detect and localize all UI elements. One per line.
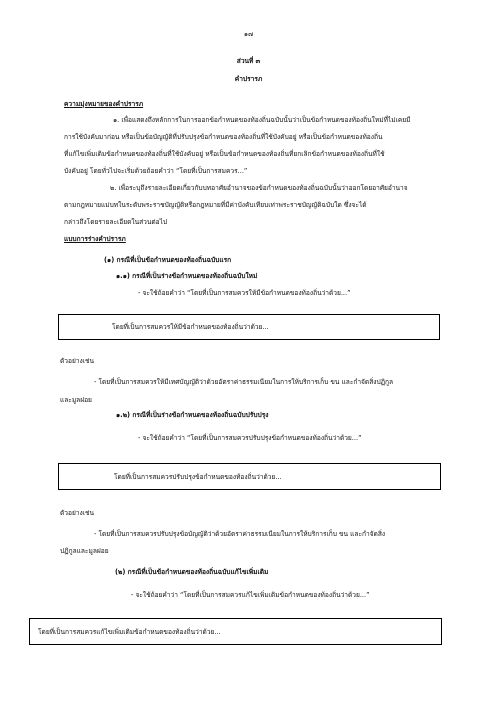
example-line: ปฏิกูลและมูลฝอย (60, 547, 109, 555)
bullet-wording: - จะใช้ถ้อยคำว่า “โดยที่เป็นการสมควรปรับปรุงข้อกำหนดของท้องถิ่นว่าด้วย...” (138, 434, 362, 442)
example-phrase: โดยที่เป็นการสมควรปรับปรุงข้อกำหนดของท้องถิ่นว่าด้วย... (114, 473, 282, 481)
example-phrase-box (29, 618, 442, 645)
paragraph-line: ที่แก้ไขเพิ่มเติมข้อกำหนดของท้องถิ่นที่ใช้บังคับอยู่ หรือเป็นข้อกำหนดของท้องถิ่นที่ยกเลิกข้อกำหนดของท้องถิ่นที่ใช้ (64, 150, 385, 158)
subheading-new-draft: ๑.๑) กรณีที่เป็นร่างข้อกำหนดของท้องถิ่นฉบับใหม่ (116, 272, 258, 280)
example-phrase: โดยที่เป็นการสมควรให้มีข้อกำหนดของท้องถิ่นว่าด้วย... (112, 323, 269, 331)
example-phrase-box (58, 314, 440, 340)
example-phrase: โดยที่เป็นการสมควรแก้ไขเพิ่มเติมข้อกำหนดของท้องถิ่นว่าด้วย... (38, 628, 221, 636)
part-title: คำปรารภ (234, 75, 263, 83)
subheading-amendment: (๒) กรณีที่เป็นข้อกำหนดของท้องถิ่นฉบับแก้ไขเพิ่มเติม (115, 568, 269, 576)
bullet-wording: - จะใช้ถ้อยคำว่า “โดยที่เป็นการสมควรแก้ไขเพิ่มเติมข้อกำหนดของท้องถิ่นว่าด้วย...” (131, 591, 370, 599)
subheading-revised-draft: ๑.๒) กรณีที่เป็นร่างข้อกำหนดของท้องถิ่นฉบับปรับปรุง (116, 411, 269, 419)
page-number: ๑๗ (243, 30, 254, 38)
example-line: และมูลฝอย (60, 396, 92, 404)
example-phrase-box (58, 463, 441, 490)
paragraph-line: ๒. เพื่อระบุถึงรายละเอียดเกี่ยวกับบทอาศัยอำนาจของข้อกำหนดของท้องถิ่นฉบับนั้นว่าออกโดยอาศัยอำนาจ (110, 184, 408, 192)
paragraph-line: กล่าวถึงโดยรายละเอียดในส่วนต่อไป (64, 218, 168, 226)
paragraph-line: ๑. เพื่อแสดงถึงหลักการในการออกข้อกำหนดของท้องถิ่นฉบับนั้นว่าเป็นข้อกำหนดของท้องถิ่นใหม่ที่ไม่เคยมี (113, 116, 411, 124)
section-heading-drafting: แบบการร่างคำปรารภ (64, 235, 126, 243)
paragraph-line: บังคับอยู่ โดยทั่วไปจะเริ่มด้วยถ้อยคำว่า “โดยที่เป็นการสมควร...” (64, 167, 248, 175)
example-line: - โดยที่เป็นการสมควรให้มีเทศบัญญัติว่าด้วยอัตราค่าธรรมเนียมในการให้บริการเก็บ ขน และกำจัดสิ่งปฏิกูล (94, 378, 394, 386)
example-label: ตัวอย่างเช่น (60, 357, 94, 365)
paragraph-line: ตามกฎหมายแม่บทในระดับพระราชบัญญัติหรือกฎหมายที่มีค่าบังคับเทียบเท่าพระราชบัญญัติฉบับใด ซึ่งจะได้ (64, 201, 367, 209)
section-heading-purpose: ความมุ่งหมายของคำปรารภ (64, 100, 144, 108)
example-label: ตัวอย่างเช่น (60, 509, 94, 517)
bullet-wording: - จะใช้ถ้อยคำว่า “โดยที่เป็นการสมควรให้มีข้อกำหนดของท้องถิ่นว่าด้วย...” (138, 289, 351, 297)
paragraph-line: การใช้บังคับมาก่อน หรือเป็นข้อบัญญัติที่ปรับปรุงข้อกำหนดของท้องถิ่นที่ใช้บังคับอยู่ หรือเป็นข้อกำหนดของท้องถิ่น (64, 133, 383, 141)
subheading-first-edition: (๑) กรณีที่เป็นข้อกำหนดของท้องถิ่นฉบับแรก (104, 256, 232, 264)
part-heading: ส่วนที่ ๓ (236, 57, 261, 65)
example-line: - โดยที่เป็นการสมควรปรับปรุงข้อบัญญัติว่าด้วยอัตราค่าธรรมเนียมในการให้บริการเก็บ ขน และกำจัดสิ่ง (94, 530, 386, 538)
